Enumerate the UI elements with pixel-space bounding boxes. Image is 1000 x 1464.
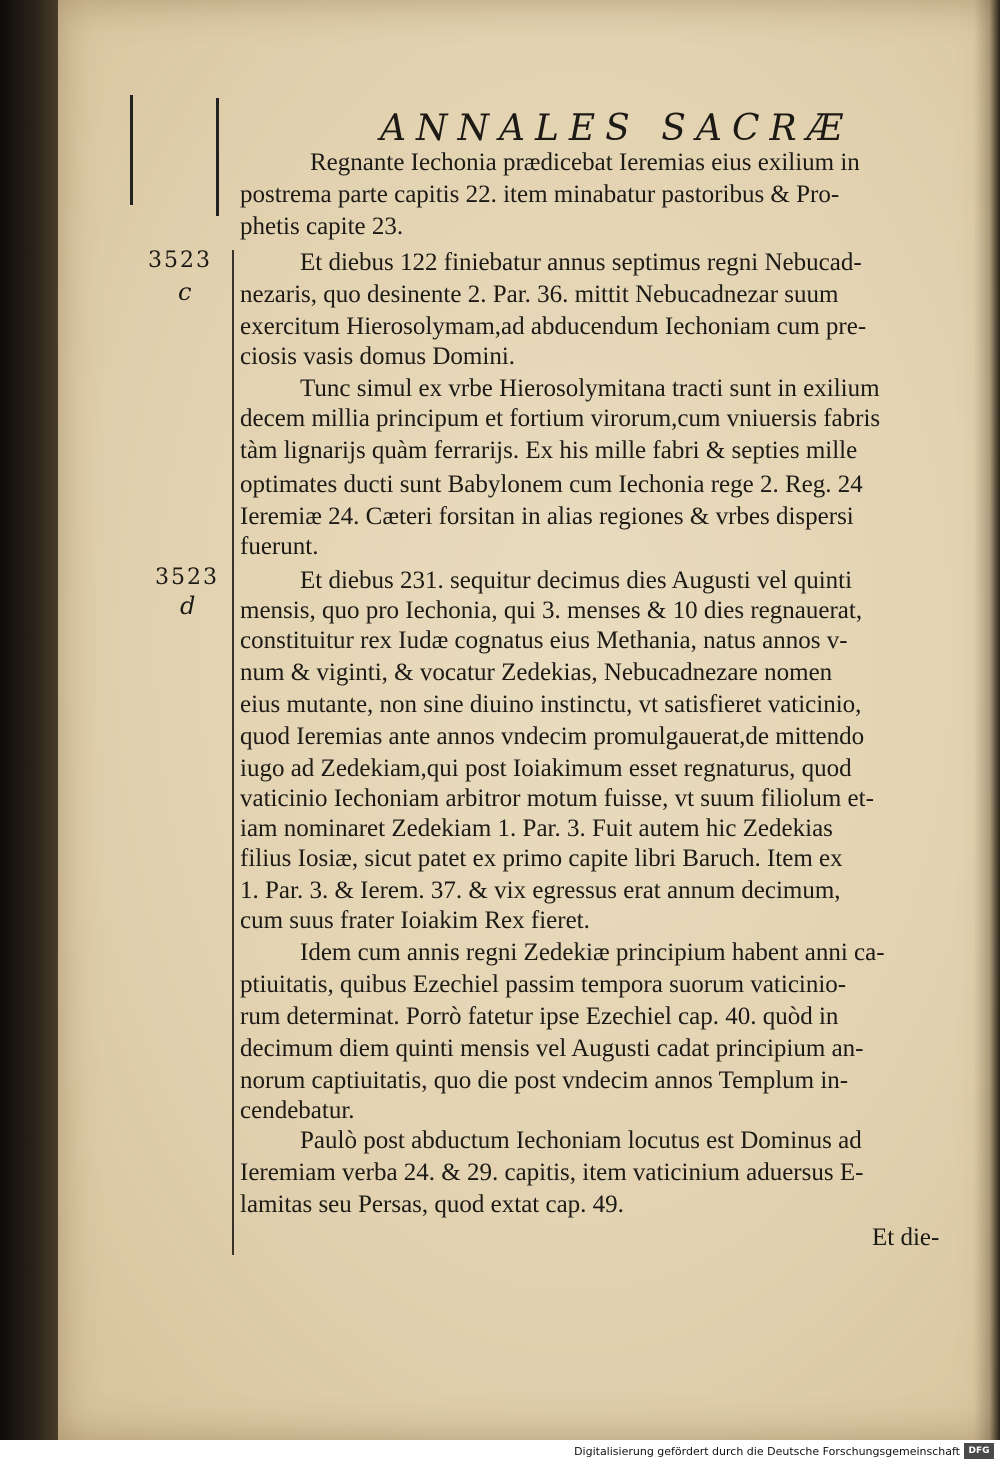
text-line: norum captiuitatis, quo die post vndecim annos Templum in-	[240, 1067, 849, 1094]
text-line: mensis, quo pro Iechonia, qui 3. menses & 10 dies regnauerat,	[240, 597, 863, 624]
book-spine	[0, 0, 58, 1440]
margin-letter-1: c	[178, 278, 194, 306]
text-line: Idem cum annis regni Zedekiæ principium habent anni ca-	[300, 939, 885, 966]
text-line: Tunc simul ex vrbe Hierosolymitana tracti sunt in exilium	[300, 375, 880, 402]
text-line: decem millia principum et fortium virorum,cum vniuersis fabris	[240, 405, 881, 432]
margin-year-1: 3523	[148, 248, 212, 273]
page-edge-shadow	[974, 0, 1000, 1440]
text-line: vaticinio Iechoniam arbitror motum fuisse, vt suum filiolum et-	[240, 785, 874, 812]
text-line: Ieremiæ 24. Cæteri forsitan in alias regiones & vrbes dispersi	[240, 503, 854, 530]
footer-bar	[0, 1440, 1000, 1464]
text-line: Regnante Iechonia prædicebat Ieremias eius exilium in	[310, 149, 860, 176]
text-line: rum determinat. Porrò fatetur ipse Ezechiel cap. 40. quòd in	[240, 1003, 839, 1030]
margin-year-2: 3523	[155, 565, 219, 590]
text-line: Et diebus 231. sequitur decimus dies Augusti vel quinti	[300, 567, 853, 594]
text-line: exercitum Hierosolymam,ad abducendum Iechoniam cum pre-	[240, 313, 867, 340]
text-line: decimum diem quinti mensis vel Augusti cadat principium an-	[240, 1035, 864, 1062]
text-line: tàm lignarijs quàm ferrarijs. Ex his mille fabri & septies mille	[240, 437, 858, 464]
text-line: cendebatur.	[240, 1097, 355, 1124]
footer-credit: Digitalisierung gefördert durch die Deutsche Forschungsgemeinschaft	[574, 1445, 960, 1458]
text-line: optimates ducti sunt Babylonem cum Iechonia rege 2. Reg. 24	[240, 471, 863, 498]
text-line: ciosis vasis domus Domini.	[240, 343, 516, 370]
text-line: phetis capite 23.	[240, 213, 404, 240]
running-head: ANNALES SACRÆ	[380, 108, 853, 149]
margin-rule-left	[130, 95, 133, 205]
text-line: fuerunt.	[240, 533, 319, 560]
dfg-logo: DFG	[964, 1443, 994, 1459]
text-line: filius Iosiæ, sicut patet ex primo capite libri Baruch. Item ex	[240, 845, 843, 872]
text-line: iam nominaret Zedekiam 1. Par. 3. Fuit autem hic Zedekias	[240, 815, 833, 842]
column-rule	[232, 250, 234, 1255]
text-line: Paulò post abductum Iechoniam locutus est Dominus ad	[300, 1127, 862, 1154]
margin-letter-2: d	[180, 592, 198, 620]
text-line: Ieremiam verba 24. & 29. capitis, item vaticinium aduersus E-	[240, 1159, 864, 1186]
text-line: 1. Par. 3. & Ierem. 37. & vix egressus erat annum decimum,	[240, 877, 841, 904]
text-line: nezaris, quo desinente 2. Par. 36. mittit Nebucadnezar suum	[240, 281, 839, 308]
catchword: Et die-	[872, 1224, 940, 1251]
text-line: cum suus frater Ioiakim Rex fieret.	[240, 907, 590, 934]
text-line: quod Ieremias ante annos vndecim promulgauerat,de mittendo	[240, 723, 865, 750]
text-line: lamitas seu Persas, quod extat cap. 49.	[240, 1191, 624, 1218]
text-line: num & viginti, & vocatur Zedekias, Nebucadnezare nomen	[240, 659, 833, 686]
text-line: eius mutante, non sine diuino instinctu, vt satisfieret vaticinio,	[240, 691, 862, 718]
text-line: ptiuitatis, quibus Ezechiel passim tempora suorum vaticinio-	[240, 971, 847, 998]
text-line: iugo ad Zedekiam,qui post Ioiakimum esset regnaturus, quod	[240, 755, 852, 782]
margin-rule-right	[216, 98, 219, 216]
text-line: constituitur rex Iudæ cognatus eius Methania, natus annos v-	[240, 627, 848, 654]
text-line: postrema parte capitis 22. item minabatur pastoribus & Pro-	[240, 181, 840, 208]
text-line: Et diebus 122 finiebatur annus septimus regni Nebucad-	[300, 249, 862, 276]
